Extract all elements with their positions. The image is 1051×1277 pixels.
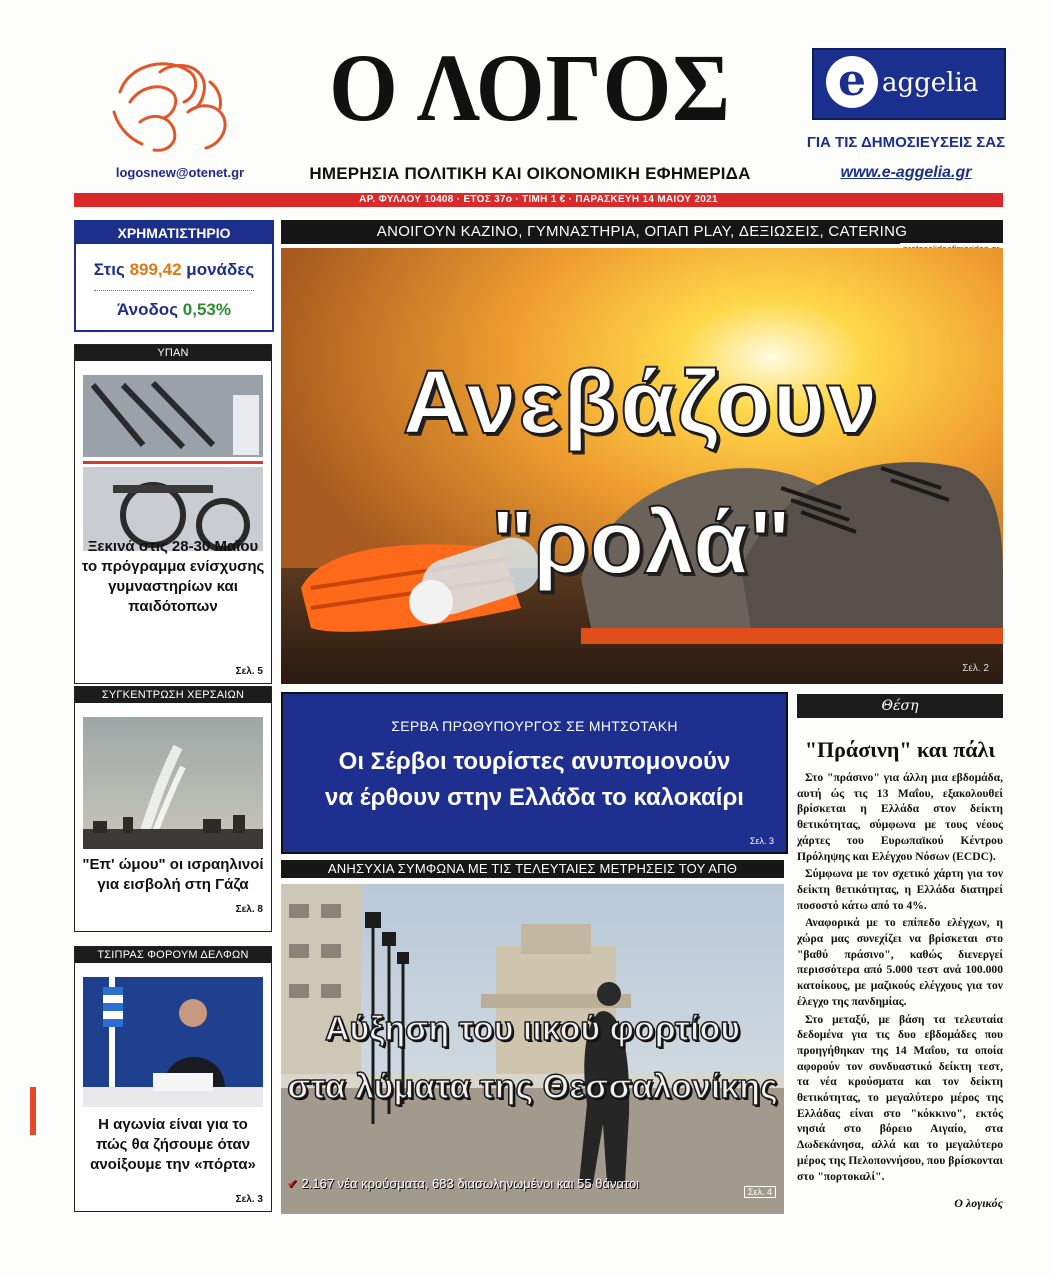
side-story-header: ΣΥΓΚΕΝΤΡΩΣΗ ΧΕΡΣΑΙΩΝ ΔΥΝΑΜΕΩΝ <box>75 687 271 703</box>
tsipras-forum-photo <box>83 977 263 1107</box>
newspaper-title: Ο ΛΟΓΟΣ <box>329 34 731 141</box>
serbia-kicker: ΣΕΡΒΑ ΠΡΩΘΥΠΟΥΡΓΟΣ ΣΕ ΜΗΤΣΟΤΑΚΗ <box>391 718 678 734</box>
serbia-headline-line2: να έρθουν στην Ελλάδα το καλοκαίρι <box>325 784 744 811</box>
ad-tagline: ΓΙΑ ΤΙΣ ΔΗΜΟΣΙΕΥΣΕΙΣ ΣΑΣ <box>806 134 1006 151</box>
opinion-tag: Θέση <box>797 694 1003 718</box>
side-story-page: Σελ. 5 <box>235 666 263 677</box>
stock-level-row <box>76 260 272 280</box>
side-story-page: Σελ. 3 <box>235 1194 263 1205</box>
covid-figures-text: 2.167 νέα κρούσματα, 683 διασωληνωμένοι και 55 θάνατοι <box>301 1176 640 1191</box>
stock-market-box <box>74 220 274 332</box>
eaggelia-ad-logo[interactable] <box>812 48 1006 120</box>
divider <box>94 290 254 291</box>
lead-story-hero[interactable] <box>281 248 1003 684</box>
serbia-headline-line1: Οι Σέρβοι τουρίστες ανυπομονούν <box>338 748 731 775</box>
contact-email[interactable]: logosnew@otenet.gr <box>115 165 245 180</box>
opinion-paragraph: Σύμφωνα με τον σχετικό χάρτη για τον δείκτη θετικότητας, η Ελλάδα διατηρεί ποσοστό κάτω από το 4%. <box>797 867 1003 912</box>
stock-header: ΧΡΗΜΑΤΙΣΤΗΡΙΟ <box>76 222 272 244</box>
lead-headline-line1: Ανεβάζουν <box>402 353 880 453</box>
thessaloniki-headline-line2: στα λύματα της Θεσσαλονίκης <box>287 1068 778 1106</box>
eaggelia-e-icon: e <box>826 56 878 108</box>
opinion-paragraph: Αναφορικά με το επίπεδο ελέγχων, η χώρα μας συνεχίζει να βρίσκεται στο "βαθύ πράσινο", καθώς διενεργεί περισσότερα από 5.000 τεστ ανά 100.000 κατοίκους, με μαζικούς ελέγχους για τον έλεγχο της πανδημίας. <box>797 916 1003 1008</box>
thessaloniki-headline-line1: Αύξηση του ιικού φορτίου <box>324 1010 741 1048</box>
edge-color-mark <box>30 1087 36 1135</box>
lead-headline-line2: "ρολά" <box>490 493 792 593</box>
gaza-rocket-photo <box>83 717 263 849</box>
stock-level-value: 899,42 <box>129 260 182 279</box>
newspaper-subtitle: ΗΜΕΡΗΣΙΑ ΠΟΛΙΤΙΚΗ ΚΑΙ ΟΙΚΟΝΟΜΙΚΗ ΕΦΗΜΕΡΙΔΑ <box>309 164 751 183</box>
stock-change-value: 0,53% <box>182 300 231 319</box>
thessaloniki-story[interactable] <box>281 884 784 1214</box>
serbia-headline <box>283 744 786 816</box>
stock-change-label: Άνοδος <box>117 300 179 319</box>
opinion-headline: "Πράσινη" και πάλι <box>804 737 996 762</box>
lead-page-ref: Σελ. 2 <box>962 663 989 674</box>
issue-info-bar: ΑΡ. ΦΥΛΛΟΥ 10408 · ΕΤΟΣ 37ο · ΤΙΜΗ 1 € · ΠΑΡΑΣΚΕΥΗ 14 ΜΑΙΟΥ 2021 <box>74 193 1003 207</box>
serbia-story-box[interactable] <box>281 692 788 854</box>
opinion-paragraph: Στο "πράσινο" για άλλη μια εβδομάδα, αυτή ώς τις 13 Μαΐου, εξακολουθεί βρίσκεται η Ελλάδα στον δείκτη θετικότητας, σύμφωνα με τους νέους χάρτες του Ευρωπαϊκού Κέντρου Πρόληψης και Ελέγχου Νόσων (ECDC). <box>797 771 1003 863</box>
lead-kicker-bar: ΑΝΟΙΓΟΥΝ ΚΑΖΙΝΟ, ΓΥΜΝΑΣΤΗΡΙΑ, ΟΠΑΠ PLAY, ΔΕΞΙΩΣΕΙΣ, CATERING <box>281 220 1003 244</box>
covid-figures-line <box>287 1176 639 1192</box>
side-story-header: ΥΠΑΝ <box>75 345 271 361</box>
opinion-body <box>797 770 1003 1186</box>
thessaloniki-page-ref: Σελ. 4 <box>744 1186 776 1198</box>
side-story-tsipras[interactable] <box>74 946 272 1212</box>
serbia-page-ref: Σελ. 3 <box>749 836 774 846</box>
newspaper-logo-illustration <box>100 52 250 160</box>
side-story-gyms[interactable] <box>74 344 272 684</box>
stock-level-suffix: μονάδες <box>186 260 255 279</box>
checkmark-icon: ✔ <box>287 1176 298 1191</box>
white-tower-photo <box>281 884 784 1214</box>
side-story-gaza[interactable] <box>74 686 272 932</box>
side-story-text: Η αγωνία είναι για το πώς θα ζήσουμε όταν ανοίξουμε την «πόρτα» <box>90 1116 256 1173</box>
eaggelia-logo-text: aggelia <box>882 68 979 98</box>
stock-level-prefix: Στις <box>93 260 125 279</box>
opinion-paragraph: Στο μεταξύ, με βάση τα τελευταία δεδομένα για τις δυο εβδομάδες που προηγήθηκαν της 14 Μαΐου, τα οποία αφορούν τον συνδυαστικό δείκτη τεστ, τα νέα κρούσματα και τον δείκτη θετικότητας, το μεγαλύτερο μέρος της Ελλάδας είναι στο "κόκκινο", εκτός νησιά στο βόρειο Αιγαίο, στα Δωδεκάνησα, αλλά και το μεγαλύτερο μέρος της Πελοποννήσου, που βρίσκονται στο "πορτοκαλί". <box>797 1012 1003 1183</box>
side-story-page: Σελ. 8 <box>235 904 263 915</box>
sneakers-bottle-towel-photo <box>281 248 1003 684</box>
ad-url-link[interactable]: www.e-aggelia.gr <box>840 164 972 181</box>
side-story-header: ΤΣΙΠΡΑΣ ΦΟΡΟΥΜ ΔΕΛΦΩΝ <box>75 947 271 963</box>
gym-equipment-photo <box>83 375 263 551</box>
side-story-text: "Επ' ώμου" οι ισραηλινοί για εισβολή στη Γάζα <box>82 856 264 893</box>
opinion-signature: Ο λογικός <box>954 1196 1003 1210</box>
side-story-text: Ξεκινά στις 28-30 Μαΐου το πρόγραμμα ενίσχυσης γυμναστηρίων και παιδότοπων <box>81 538 265 615</box>
stock-change-row <box>76 300 272 320</box>
thessaloniki-kicker-bar: ΑΝΗΣΥΧΙΑ ΣΥΜΦΩΝΑ ΜΕ ΤΙΣ ΤΕΛΕΥΤΑΙΕΣ ΜΕΤΡΗΣΕΙΣ ΤΟΥ ΑΠΘ <box>281 860 784 878</box>
